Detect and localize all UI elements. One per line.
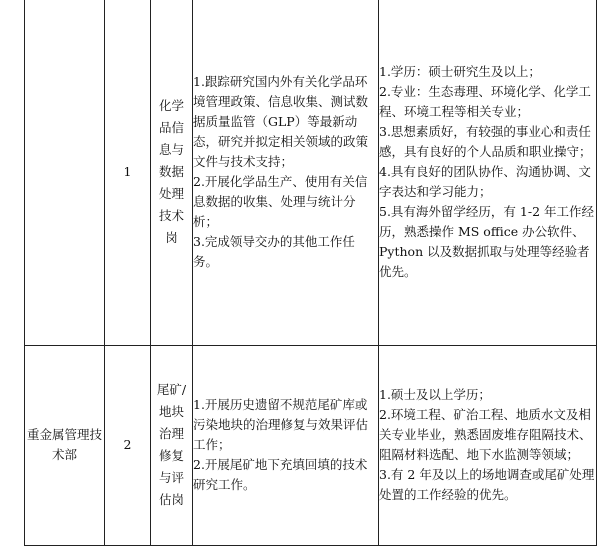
duties-cell	[193, 345, 379, 545]
requirement-item: 5.具有海外留学经历，有 1-2 年工作经历，熟悉操作 MS office 办公软件、Python 以及数据抓取与处理等经验者优先。	[379, 204, 595, 280]
number-cell: 1	[105, 0, 151, 345]
requirement-item: 1.硕士及以上学历；	[379, 387, 491, 402]
requirement-item: 2.环境工程、矿治工程、地质水文及相关专业毕业，熟悉固废堆存阻隔技术、阻隔材料选配、地下水监测等领域；	[379, 407, 592, 462]
table-row	[25, 0, 597, 345]
requirement-item: 4.具有良好的团队协作、沟通协调、文字表达和学习能力；	[379, 164, 591, 200]
department-cell	[25, 0, 105, 345]
duties-cell	[193, 0, 379, 345]
requirement-item: 1.学历：硕士研究生及以上；	[379, 64, 541, 80]
requirement-item: 3.思想素质好，有较强的事业心和责任感，具有良好的个人品质和职业操守；	[379, 124, 592, 160]
position-name: 化学品信息与数据处理技术岗	[158, 98, 184, 246]
job-positions-table	[24, 0, 597, 546]
duty-item: 2.开展尾矿地下充填回填的技术研究工作。	[193, 457, 368, 492]
duty-item: 1.跟踪研究国内外有关化学品环境管理政策、信息收集、测试数据质量监管（GLP）等最新动态，研究并拟定相关领域的政策文件与技术支持；	[193, 74, 369, 170]
position-cell	[151, 0, 193, 345]
position-name: 尾矿/地块治理修复与评估岗	[156, 382, 187, 507]
position-cell	[151, 345, 193, 545]
requirements-cell	[379, 0, 597, 345]
number-cell: 2	[105, 345, 151, 545]
duty-item: 3.完成领导交办的其他工作任务。	[193, 234, 355, 270]
requirement-item: 2.专业：生态毒理、环境化学、化学工程、环境工程等相关专业；	[379, 84, 591, 120]
department-cell: 重金属管理技术部	[25, 345, 105, 545]
table-row	[25, 345, 597, 545]
duty-item: 1.开展历史遗留不规范尾矿库或污染地块的治理修复与效果评估工作；	[193, 397, 369, 452]
requirement-item: 3.有 2 年及以上的场地调查或尾矿处理处置的工作经验的优先。	[379, 467, 595, 502]
duty-item: 2.开展化学品生产、使用有关信息数据的收集、处理与统计分析；	[193, 174, 368, 230]
requirements-cell	[379, 345, 597, 545]
